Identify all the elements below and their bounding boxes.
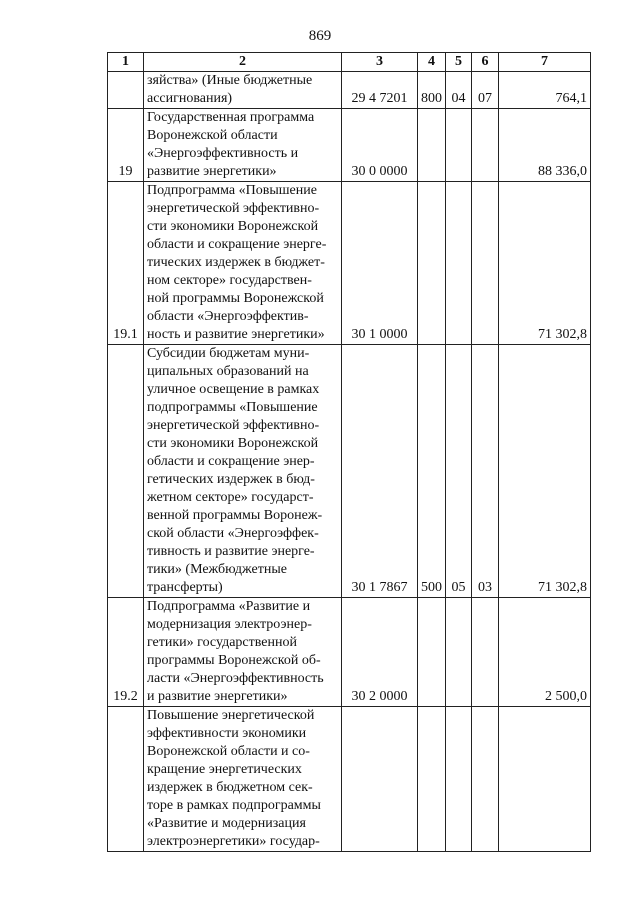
target-code-cell: 30 2 0000 [342, 598, 418, 707]
header-col-3: 3 [342, 53, 418, 72]
amount-cell [499, 707, 591, 852]
description-line: энергетической эффективно- [147, 201, 320, 216]
subsection-cell: 07 [472, 72, 499, 109]
description-line: области «Энергоэффектив- [147, 309, 309, 324]
description-line: Подпрограмма «Развитие и [147, 599, 311, 614]
subsection-cell [472, 707, 499, 852]
section-cell [446, 707, 472, 852]
description-cell [144, 182, 342, 345]
description-line: Повышение энергетической [147, 708, 315, 723]
table-row [108, 707, 591, 852]
description-line: ной программы Воронежской [147, 291, 324, 306]
header-col-2: 2 [144, 53, 342, 72]
description-line: ассигнования) [147, 91, 233, 106]
row-number-cell: 19 [108, 109, 144, 182]
description-line: Воронежской области и со- [147, 744, 310, 759]
description-line: издержек в бюджетном сек- [147, 780, 313, 795]
header-col-7: 7 [499, 53, 591, 72]
target-code-cell [342, 707, 418, 852]
row-number-cell [108, 707, 144, 852]
expense-type-cell: 800 [418, 72, 446, 109]
header-col-1: 1 [108, 53, 144, 72]
section-cell [446, 182, 472, 345]
description-line: зяйства» (Иные бюджетные [147, 73, 313, 88]
description-line: гетики» государственной [147, 635, 297, 650]
description-line: модернизация электроэнер- [147, 617, 312, 632]
description-line: области и сокращение энерге- [147, 237, 327, 252]
table-body [108, 72, 591, 852]
description-line: ской области «Энергоэффек- [147, 526, 319, 541]
description-line: «Энергоэффективность и [147, 146, 299, 161]
description-cell [144, 109, 342, 182]
expense-type-cell: 500 [418, 345, 446, 598]
row-number-cell [108, 345, 144, 598]
amount-cell: 71 302,8 [499, 345, 591, 598]
description-line: развитие энергетики» [147, 164, 277, 179]
description-line: венной программы Воронеж- [147, 508, 323, 523]
description-line: тики» (Межбюджетные [147, 562, 287, 577]
description-line: трансферты) [147, 580, 223, 595]
section-cell: 05 [446, 345, 472, 598]
subsection-cell: 03 [472, 345, 499, 598]
description-line: эффективности экономики [147, 726, 307, 741]
description-line: жетном секторе» государст- [147, 490, 314, 505]
description-line: кращение энергетических [147, 762, 302, 777]
description-line: тивность и развитие энерге- [147, 544, 315, 559]
expense-type-cell [418, 109, 446, 182]
description-line: области и сокращение энер- [147, 454, 315, 469]
target-code-cell: 29 4 7201 [342, 72, 418, 109]
description-line: сти экономики Воронежской [147, 219, 319, 234]
description-line: Государственная программа [147, 110, 315, 125]
description-line: ность и развитие энергетики» [147, 327, 325, 342]
section-cell [446, 598, 472, 707]
description-line: сти экономики Воронежской [147, 436, 319, 451]
expense-type-cell [418, 598, 446, 707]
description-line: торе в рамках подпрограммы [147, 798, 321, 813]
amount-cell: 88 336,0 [499, 109, 591, 182]
subsection-cell [472, 598, 499, 707]
table-row [108, 109, 591, 182]
budget-table [107, 52, 591, 852]
description-line: и развитие энергетики» [147, 689, 288, 704]
header-col-5: 5 [446, 53, 472, 72]
description-line: энергетической эффективно- [147, 418, 320, 433]
amount-cell: 2 500,0 [499, 598, 591, 707]
row-number-cell [108, 72, 144, 109]
description-line: Воронежской области [147, 128, 278, 143]
table-row [108, 72, 591, 109]
table-row [108, 345, 591, 598]
description-line: гетических издержек в бюд- [147, 472, 315, 487]
description-line: ном секторе» государствен- [147, 273, 312, 288]
section-cell: 04 [446, 72, 472, 109]
subsection-cell [472, 182, 499, 345]
description-line: электроэнергетики» государ- [147, 834, 320, 849]
target-code-cell: 30 1 0000 [342, 182, 418, 345]
description-line: тических издержек в бюджет- [147, 255, 325, 270]
header-row [108, 53, 591, 72]
header-col-4: 4 [418, 53, 446, 72]
table-row [108, 182, 591, 345]
description-line: «Развитие и модернизация [147, 816, 306, 831]
expense-type-cell [418, 707, 446, 852]
description-line: программы Воронежской об- [147, 653, 321, 668]
page-number: 869 [308, 28, 332, 44]
description-cell [144, 598, 342, 707]
header-col-6: 6 [472, 53, 499, 72]
row-number-cell: 19.2 [108, 598, 144, 707]
amount-cell: 764,1 [499, 72, 591, 109]
row-number-cell: 19.1 [108, 182, 144, 345]
description-line: Подпрограмма «Повышение [147, 183, 317, 198]
amount-cell: 71 302,8 [499, 182, 591, 345]
section-cell [446, 109, 472, 182]
description-cell [144, 72, 342, 109]
subsection-cell [472, 109, 499, 182]
description-line: ципальных образований на [147, 364, 309, 379]
expense-type-cell [418, 182, 446, 345]
description-line: ласти «Энергоэффективность [147, 671, 324, 686]
description-cell [144, 707, 342, 852]
description-line: подпрограммы «Повышение [147, 400, 318, 415]
target-code-cell: 30 0 0000 [342, 109, 418, 182]
description-line: Субсидии бюджетам муни- [147, 346, 310, 361]
description-cell [144, 345, 342, 598]
target-code-cell: 30 1 7867 [342, 345, 418, 598]
description-line: уличное освещение в рамках [147, 382, 320, 397]
table-row [108, 598, 591, 707]
